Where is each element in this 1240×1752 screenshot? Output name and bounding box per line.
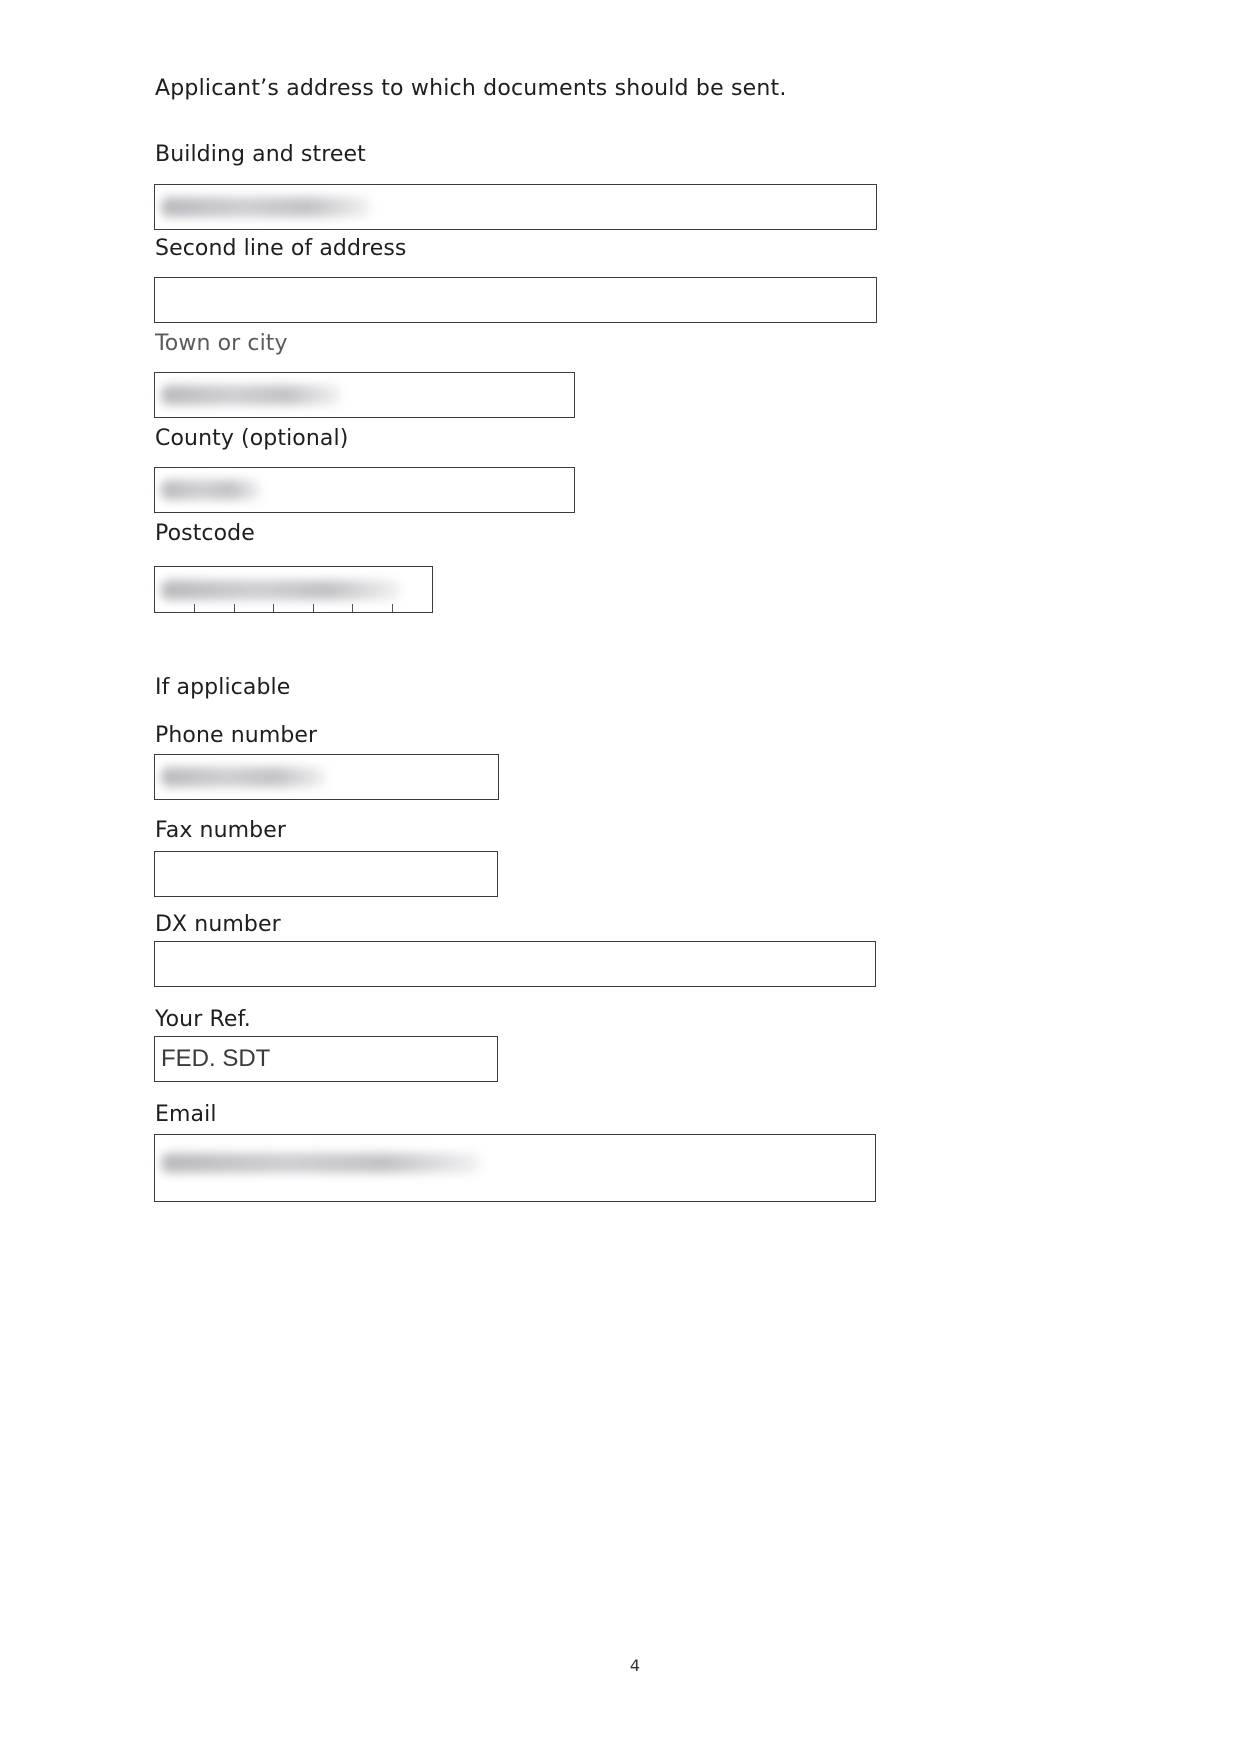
second-line-label: Second line of address: [155, 236, 407, 261]
email-label: Email: [155, 1102, 217, 1127]
town-city-input[interactable]: [154, 372, 575, 418]
redacted-value: [161, 1153, 481, 1173]
postcode-label: Postcode: [155, 521, 255, 546]
redacted-value: [161, 480, 261, 500]
redacted-value: [161, 767, 326, 787]
your-ref-input[interactable]: [154, 1036, 498, 1082]
building-street-label: Building and street: [155, 142, 366, 167]
dx-label: DX number: [155, 912, 281, 937]
page-number: 4: [629, 1656, 641, 1675]
intro-text: Applicant’s address to which documents should be sent.: [155, 76, 787, 101]
postcode-input[interactable]: [154, 566, 433, 613]
postcode-divider: [392, 604, 393, 612]
fax-label: Fax number: [155, 818, 286, 843]
postcode-divider: [194, 604, 195, 612]
county-input[interactable]: [154, 467, 575, 513]
postcode-divider: [234, 604, 235, 612]
county-label: County (optional): [155, 426, 349, 451]
redacted-value: [161, 580, 401, 600]
postcode-divider: [313, 604, 314, 612]
second-line-input[interactable]: [154, 277, 877, 323]
phone-input[interactable]: [154, 754, 499, 800]
fax-input[interactable]: [154, 851, 498, 897]
postcode-divider: [273, 604, 274, 612]
if-applicable-heading: If applicable: [155, 675, 291, 700]
your-ref-value: FED. SDT: [161, 1045, 271, 1072]
redacted-value: [161, 385, 341, 405]
your-ref-label: Your Ref.: [155, 1007, 251, 1032]
dx-input[interactable]: [154, 941, 876, 987]
phone-label: Phone number: [155, 723, 318, 748]
email-input[interactable]: [154, 1134, 876, 1202]
redacted-value: [161, 197, 371, 217]
town-city-label: Town or city: [155, 331, 288, 356]
postcode-divider: [352, 604, 353, 612]
building-street-input[interactable]: [154, 184, 877, 230]
